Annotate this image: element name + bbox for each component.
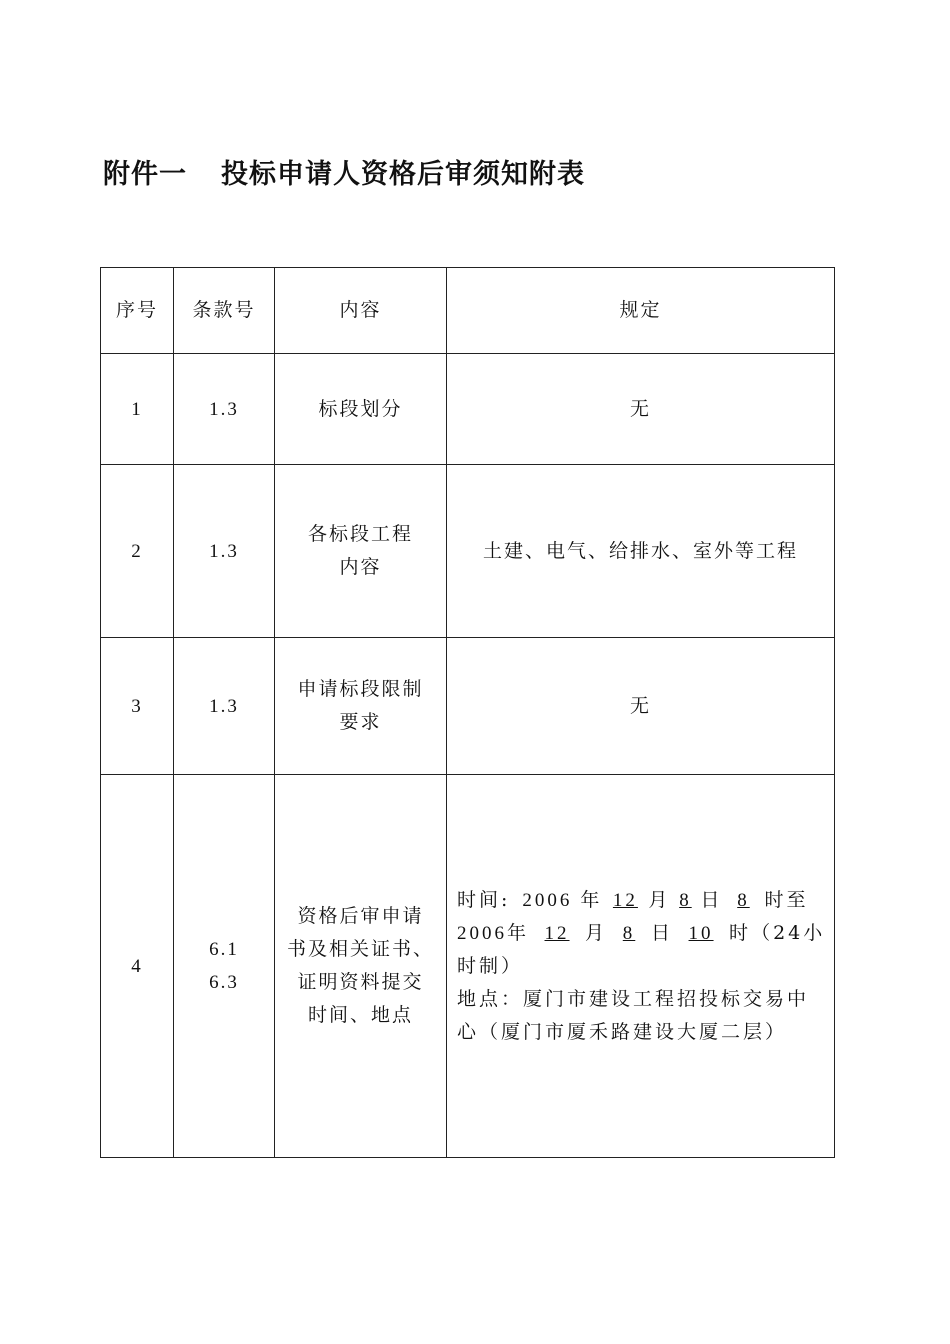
header-rule: 规定 — [447, 268, 835, 354]
row-clause: 1.3 — [174, 465, 275, 638]
start-day: 8 — [679, 889, 692, 911]
row-index: 4 — [101, 775, 174, 1158]
time-label: 时间: — [457, 888, 511, 911]
row-content-line: 书及相关证书、 — [286, 938, 434, 960]
row-content — [275, 638, 447, 775]
header-clause: 条款号 — [174, 268, 275, 354]
table-row — [101, 465, 835, 638]
row-content-line: 内容 — [339, 556, 382, 578]
row-index: 2 — [101, 465, 174, 638]
time-line-1 — [457, 884, 826, 917]
day-char: 日 — [651, 921, 674, 944]
row-content-line: 标段划分 — [318, 397, 403, 420]
year-char: 年 — [580, 888, 603, 911]
row-clause: 1.3 — [174, 638, 275, 775]
start-month: 12 — [612, 889, 638, 911]
row-index: 3 — [101, 638, 174, 775]
month-char: 月 — [585, 921, 608, 944]
table-header-row — [101, 268, 835, 354]
year-char: 年 — [507, 921, 530, 944]
row-rule — [447, 775, 835, 1158]
row-index: 1 — [101, 354, 174, 465]
day-char: 日 — [700, 888, 723, 911]
qualification-table — [100, 267, 835, 1158]
row-clause: 1.3 — [174, 354, 275, 465]
row-clause — [174, 775, 275, 1158]
place-line-2: 心（厦门市厦禾路建设大厦二层） — [457, 1020, 788, 1043]
row-content-line: 证明资料提交 — [297, 971, 424, 993]
row-content — [275, 775, 447, 1158]
table-row — [101, 775, 835, 1158]
row-content-line: 申请标段限制 — [297, 678, 424, 700]
row-clause-line: 6.3 — [209, 972, 239, 993]
title-prefix: 附件一 — [103, 159, 187, 190]
start-hour: 8 — [737, 889, 750, 911]
time-line-2 — [457, 917, 826, 950]
end-year: 2006 — [457, 922, 507, 944]
page-title — [103, 152, 585, 191]
row-content-line: 各标段工程 — [307, 523, 413, 545]
table-row — [101, 638, 835, 775]
hour-char: 时 — [729, 921, 752, 944]
end-day: 8 — [622, 922, 636, 944]
table-row — [101, 354, 835, 465]
row-rule: 无 — [447, 354, 835, 465]
place-line-1: 地点：厦门市建设工程招投标交易中 — [457, 987, 810, 1010]
month-char: 月 — [648, 888, 671, 911]
hour-note-line: 时制） — [457, 954, 524, 977]
row-content-line: 时间、地点 — [307, 1004, 413, 1026]
hour-to: 时至 — [764, 888, 809, 911]
row-rule: 土建、电气、给排水、室外等工程 — [447, 465, 835, 638]
row-content-line: 资格后审申请 — [297, 905, 424, 927]
row-clause-line: 6.1 — [209, 939, 239, 960]
title-text: 投标申请人资格后审须知附表 — [221, 159, 585, 190]
row-rule: 无 — [447, 638, 835, 775]
end-hour: 10 — [688, 922, 714, 944]
hour-note-1: （24小 — [751, 921, 826, 944]
start-year: 2006 — [522, 889, 573, 911]
end-month: 12 — [544, 922, 570, 944]
header-content: 内容 — [275, 268, 447, 354]
row-content — [275, 465, 447, 638]
row-content-line: 要求 — [339, 711, 382, 733]
row-content — [275, 354, 447, 465]
header-index: 序号 — [101, 268, 174, 354]
